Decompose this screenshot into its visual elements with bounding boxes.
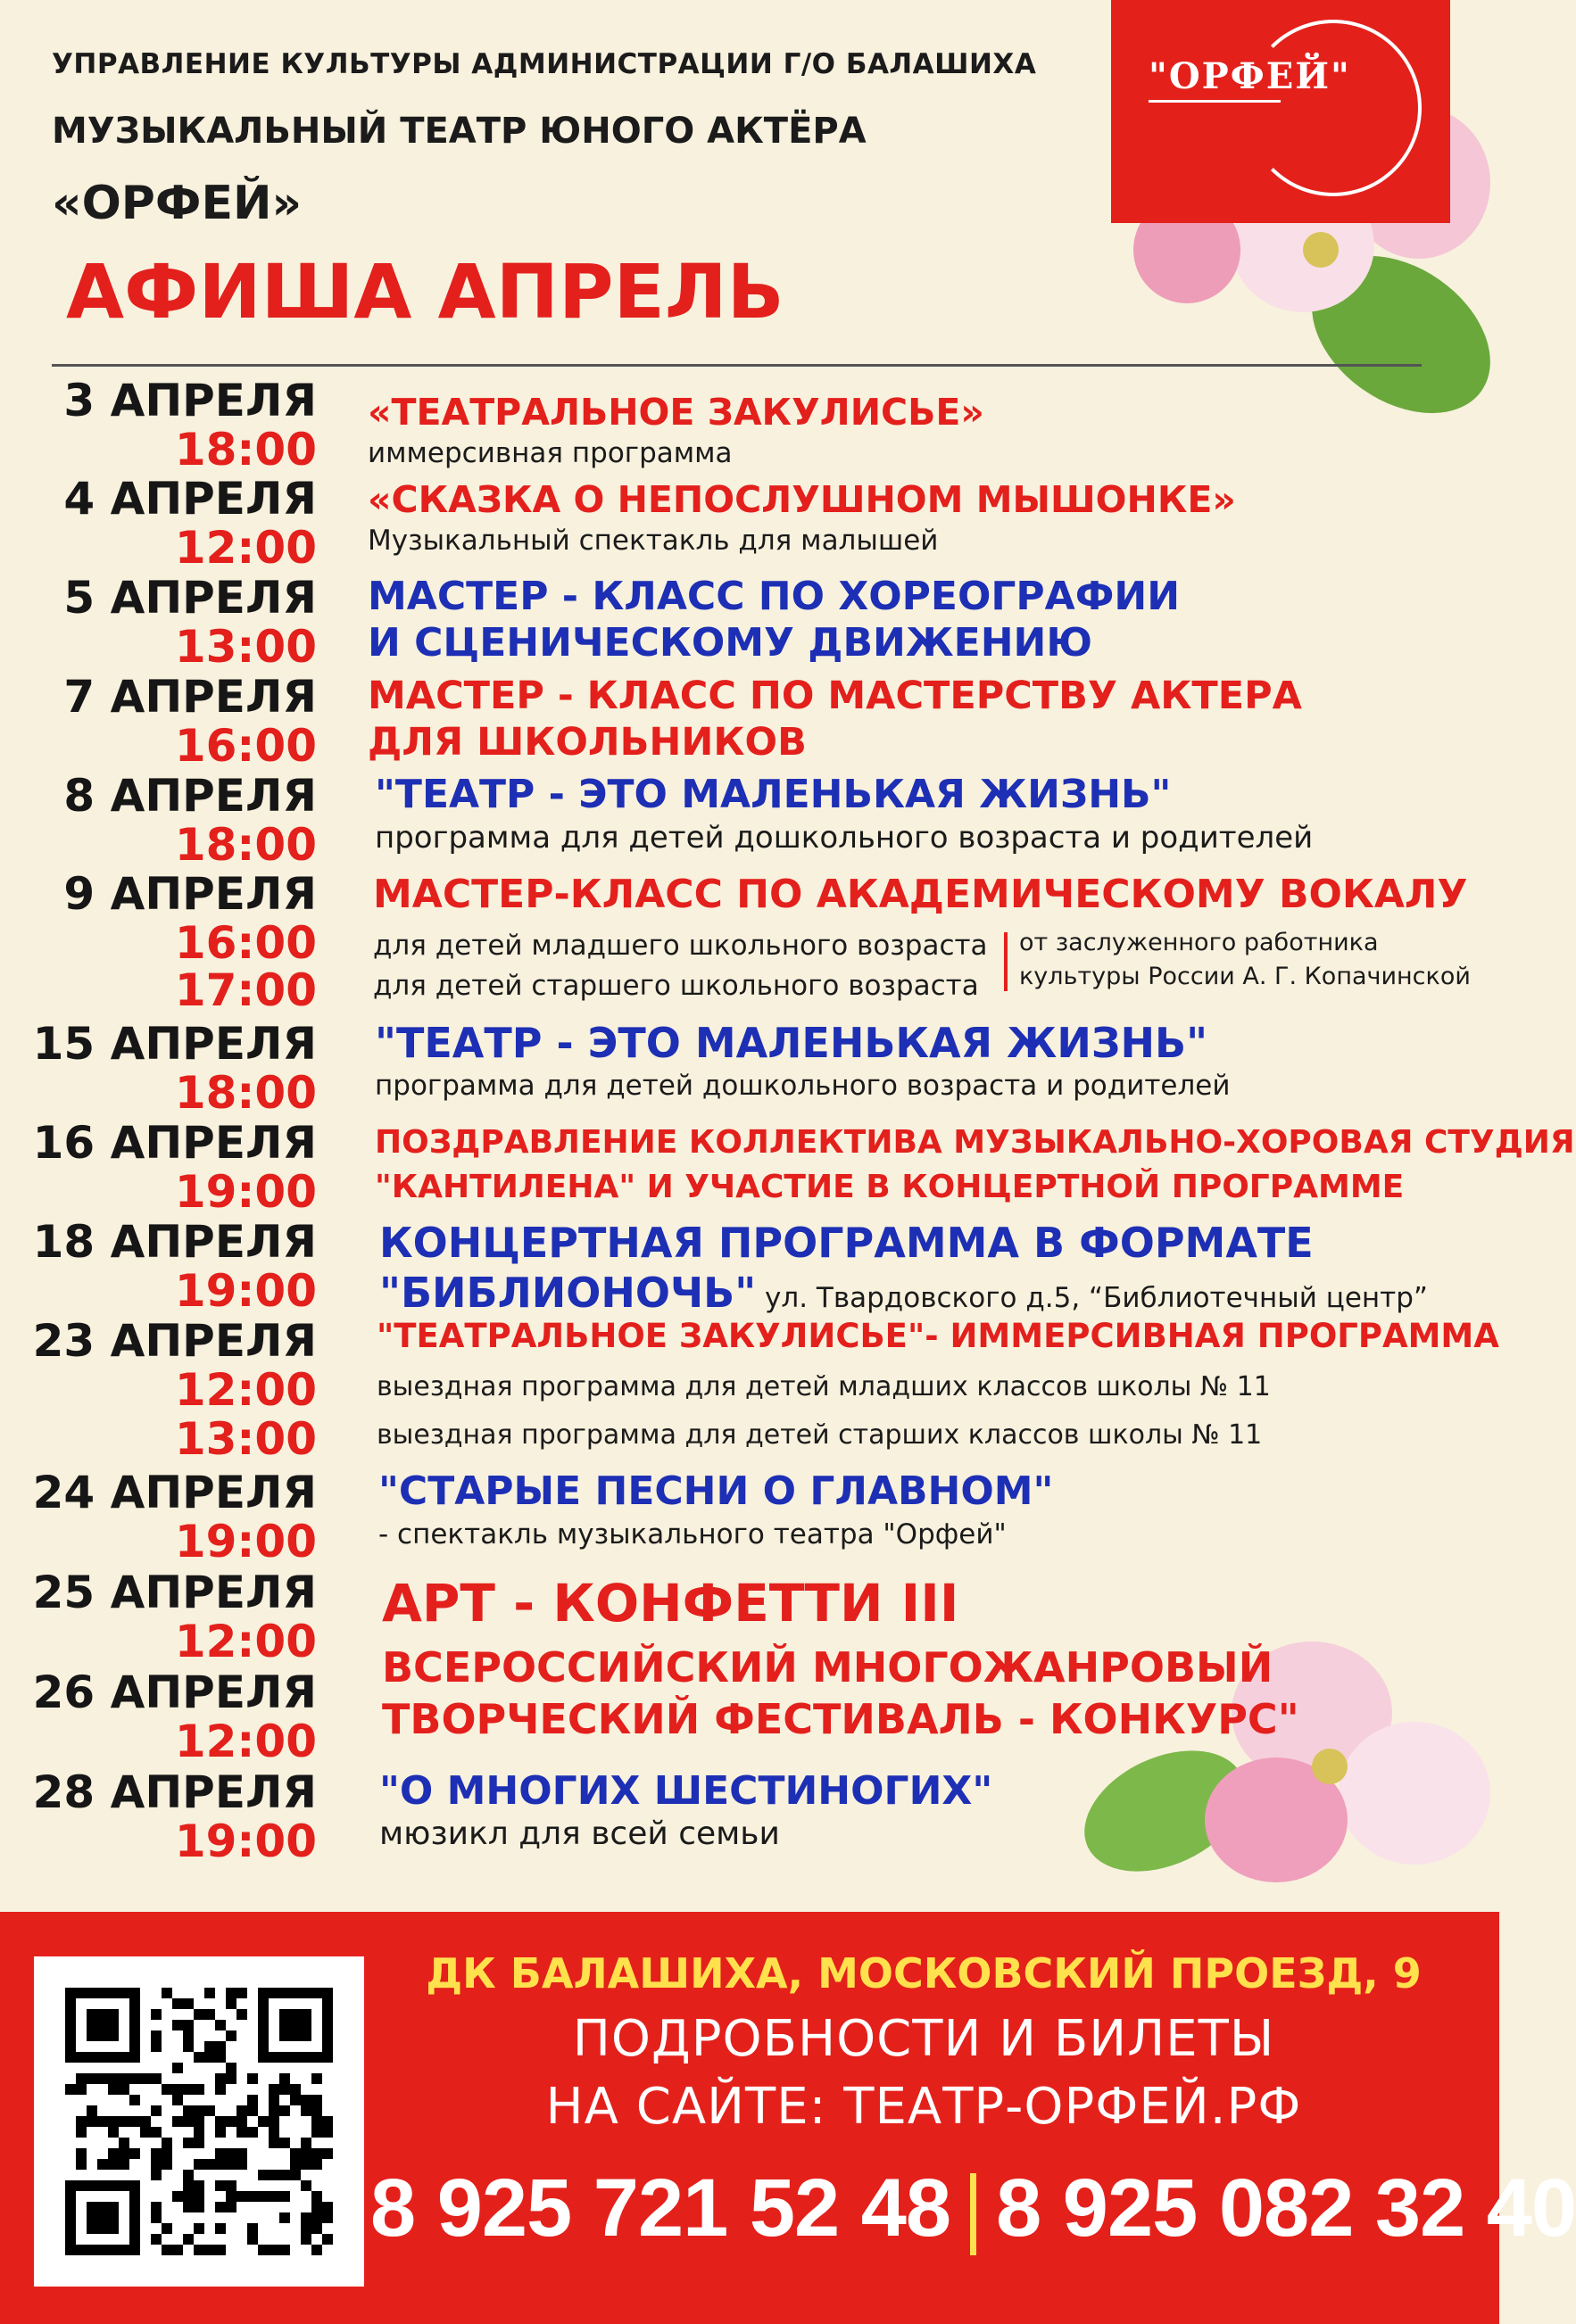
qr-code-icon [65, 1988, 333, 2255]
event-time: 19:00 [174, 1166, 317, 1218]
event-subtitle: программа для детей дошкольного возраста и родителей [375, 1070, 1231, 1102]
phone-numbers [370, 2162, 1576, 2255]
event-subtitle: для детей младшего школьного возраста [373, 930, 988, 962]
event-row [0, 375, 1499, 476]
phone-2[interactable]: 8 925 082 32 40 [996, 2163, 1576, 2254]
event-row [0, 1315, 1499, 1467]
event-time: 16:00 [174, 720, 317, 772]
event-row [0, 868, 1499, 1018]
event-row [0, 572, 1499, 671]
event-date: 7 АПРЕЛЯ [63, 671, 317, 723]
event-row [0, 671, 1499, 770]
event-row [0, 1117, 1575, 1218]
event-subtitle-2: выездная программа для детей старших классов школы № 11 [377, 1419, 1263, 1451]
footer-banner [0, 1912, 1576, 2324]
event-date: 18 АПРЕЛЯ [32, 1216, 317, 1268]
event-row [0, 473, 1499, 572]
divider [52, 364, 1422, 367]
website-link[interactable]: НА САЙТЕ: ТЕАТР-ОРФЕЙ.РФ [545, 2078, 1302, 2136]
theatre-logo [1111, 0, 1450, 223]
event-title: ВСЕРОССИЙСКИЙ МНОГОЖАНРОВЫЙ [382, 1643, 1273, 1691]
event-title: "ТЕАТРАЛЬНОЕ ЗАКУЛИСЬЕ"- ИММЕРСИВНАЯ ПРОГРАММА [377, 1317, 1499, 1355]
event-time: 13:00 [174, 621, 317, 673]
event-title: МАСТЕР - КЛАСС ПО ХОРЕОГРАФИИ [368, 574, 1181, 619]
phone-separator [970, 2173, 976, 2255]
event-subtitle: программа для детей дошкольного возраста и родителей [375, 820, 1314, 856]
logo-text: "ОРФЕЙ" [1149, 55, 1351, 97]
event-title: АРТ - КОНФЕТТИ III [382, 1573, 959, 1633]
logo-ring-icon [1245, 20, 1422, 196]
page-title: АФИША АПРЕЛЬ [66, 248, 784, 335]
event-note: от заслуженного работника [1019, 929, 1379, 956]
event-title: «СКАЗКА О НЕПОСЛУШНОМ МЫШОНКЕ» [368, 478, 1236, 521]
event-title-line2: И СЦЕНИЧЕСКОМУ ДВИЖЕНИЮ [368, 620, 1093, 666]
event-title: "ТЕАТР - ЭТО МАЛЕНЬКАЯ ЖИЗНЬ" [375, 772, 1172, 817]
event-title: "ТЕАТР - ЭТО МАЛЕНЬКАЯ ЖИЗНЬ" [375, 1019, 1208, 1067]
event-time: 19:00 [174, 1815, 317, 1867]
event-title: "О МНОГИХ ШЕСТИНОГИХ" [379, 1768, 993, 1814]
event-time: 12:00 [174, 1616, 317, 1667]
event-title-line2: "БИБЛИОНОЧЬ" [379, 1269, 757, 1317]
event-time: 13:00 [174, 1413, 317, 1465]
event-note-2: культуры России А. Г. Копачинской [1019, 963, 1471, 990]
event-date: 9 АПРЕЛЯ [63, 868, 317, 920]
event-time: 19:00 [174, 1516, 317, 1567]
event-title-line2: ТВОРЧЕСКИЙ ФЕСТИВАЛЬ - КОНКУРС" [382, 1695, 1299, 1743]
note-divider [1004, 932, 1008, 991]
event-title: ПОЗДРАВЛЕНИЕ КОЛЛЕКТИВА МУЗЫКАЛЬНО-ХОРОВАЯ СТУДИЯ [375, 1124, 1575, 1161]
event-date: 16 АПРЕЛЯ [32, 1117, 317, 1169]
event-subtitle: Музыкальный спектакль для малышей [368, 525, 939, 557]
event-subtitle: мюзикл для всей семьи [379, 1815, 780, 1852]
event-row [0, 770, 1499, 871]
qr-code[interactable] [34, 1956, 364, 2287]
event-schedule [0, 375, 1575, 1867]
event-subtitle: - спектакль музыкального театра "Орфей" [378, 1518, 1007, 1551]
event-date: 23 АПРЕЛЯ [32, 1315, 317, 1367]
event-title: МАСТЕР-КЛАСС ПО АКАДЕМИЧЕСКОМУ ВОКАЛУ [373, 872, 1468, 917]
event-time: 16:00 [174, 917, 317, 969]
event-address: ул. Твардовского д.5, “Библиотечный центр” [756, 1282, 1428, 1314]
theatre-name: МУЗЫКАЛЬНЫЙ ТЕАТР ЮНОГО АКТЁРА [52, 111, 867, 152]
event-date: 15 АПРЕЛЯ [32, 1018, 317, 1070]
event-title-line2: ДЛЯ ШКОЛЬНИКОВ [368, 720, 807, 765]
event-date: 26 АПРЕЛЯ [32, 1666, 317, 1718]
event-time: 19:00 [174, 1265, 317, 1317]
theatre-title: «ОРФЕЙ» [52, 177, 303, 230]
event-title: КОНЦЕРТНАЯ ПРОГРАММА В ФОРМАТЕ [379, 1219, 1314, 1267]
event-subtitle: выездная программа для детей младших классов школы № 11 [377, 1371, 1271, 1402]
event-title: «ТЕАТРАЛЬНОЕ ЗАКУЛИСЬЕ» [368, 391, 984, 434]
event-row [0, 1216, 1499, 1315]
event-date: 5 АПРЕЛЯ [63, 572, 317, 624]
event-time: 18:00 [174, 1067, 317, 1119]
event-title: "СТАРЫЕ ПЕСНИ О ГЛАВНОМ" [378, 1468, 1054, 1514]
event-date: 25 АПРЕЛЯ [32, 1567, 317, 1618]
event-time: 12:00 [174, 1716, 317, 1767]
event-date: 8 АПРЕЛЯ [63, 770, 317, 822]
venue-address: ДК БАЛАШИХА, МОСКОВСКИЙ ПРОЕЗД, 9 [426, 1949, 1422, 1997]
phone-1[interactable]: 8 925 721 52 48 [370, 2163, 951, 2254]
event-date: 28 АПРЕЛЯ [32, 1766, 317, 1818]
event-subtitle: иммерсивная программа [368, 437, 733, 469]
logo-underline [1149, 100, 1281, 103]
event-title: МАСТЕР - КЛАСС ПО МАСТЕРСТВУ АКТЕРА [368, 674, 1302, 718]
event-row [0, 1467, 1499, 1567]
event-time: 18:00 [174, 424, 317, 476]
event-time: 12:00 [174, 1364, 317, 1416]
event-date: 3 АПРЕЛЯ [63, 375, 317, 426]
event-title-line2: "КАНТИЛЕНА" И УЧАСТИЕ В КОНЦЕРТНОЙ ПРОГРАММЕ [375, 1169, 1405, 1205]
event-time: 12:00 [174, 522, 317, 574]
event-time: 18:00 [174, 819, 317, 871]
event-row [0, 1018, 1499, 1117]
tickets-heading: ПОДРОБНОСТИ И БИЛЕТЫ [572, 2010, 1275, 2068]
event-date: 4 АПРЕЛЯ [63, 473, 317, 525]
event-row [0, 1766, 1499, 1866]
event-date: 24 АПРЕЛЯ [32, 1467, 317, 1518]
organization-name: УПРАВЛЕНИЕ КУЛЬТУРЫ АДМИНИСТРАЦИИ Г/О БАЛАШИХА [52, 48, 1037, 80]
event-row [0, 1643, 1499, 1767]
event-time: 17:00 [174, 964, 317, 1016]
event-subtitle-2: для детей старшего школьного возраста [373, 970, 979, 1002]
